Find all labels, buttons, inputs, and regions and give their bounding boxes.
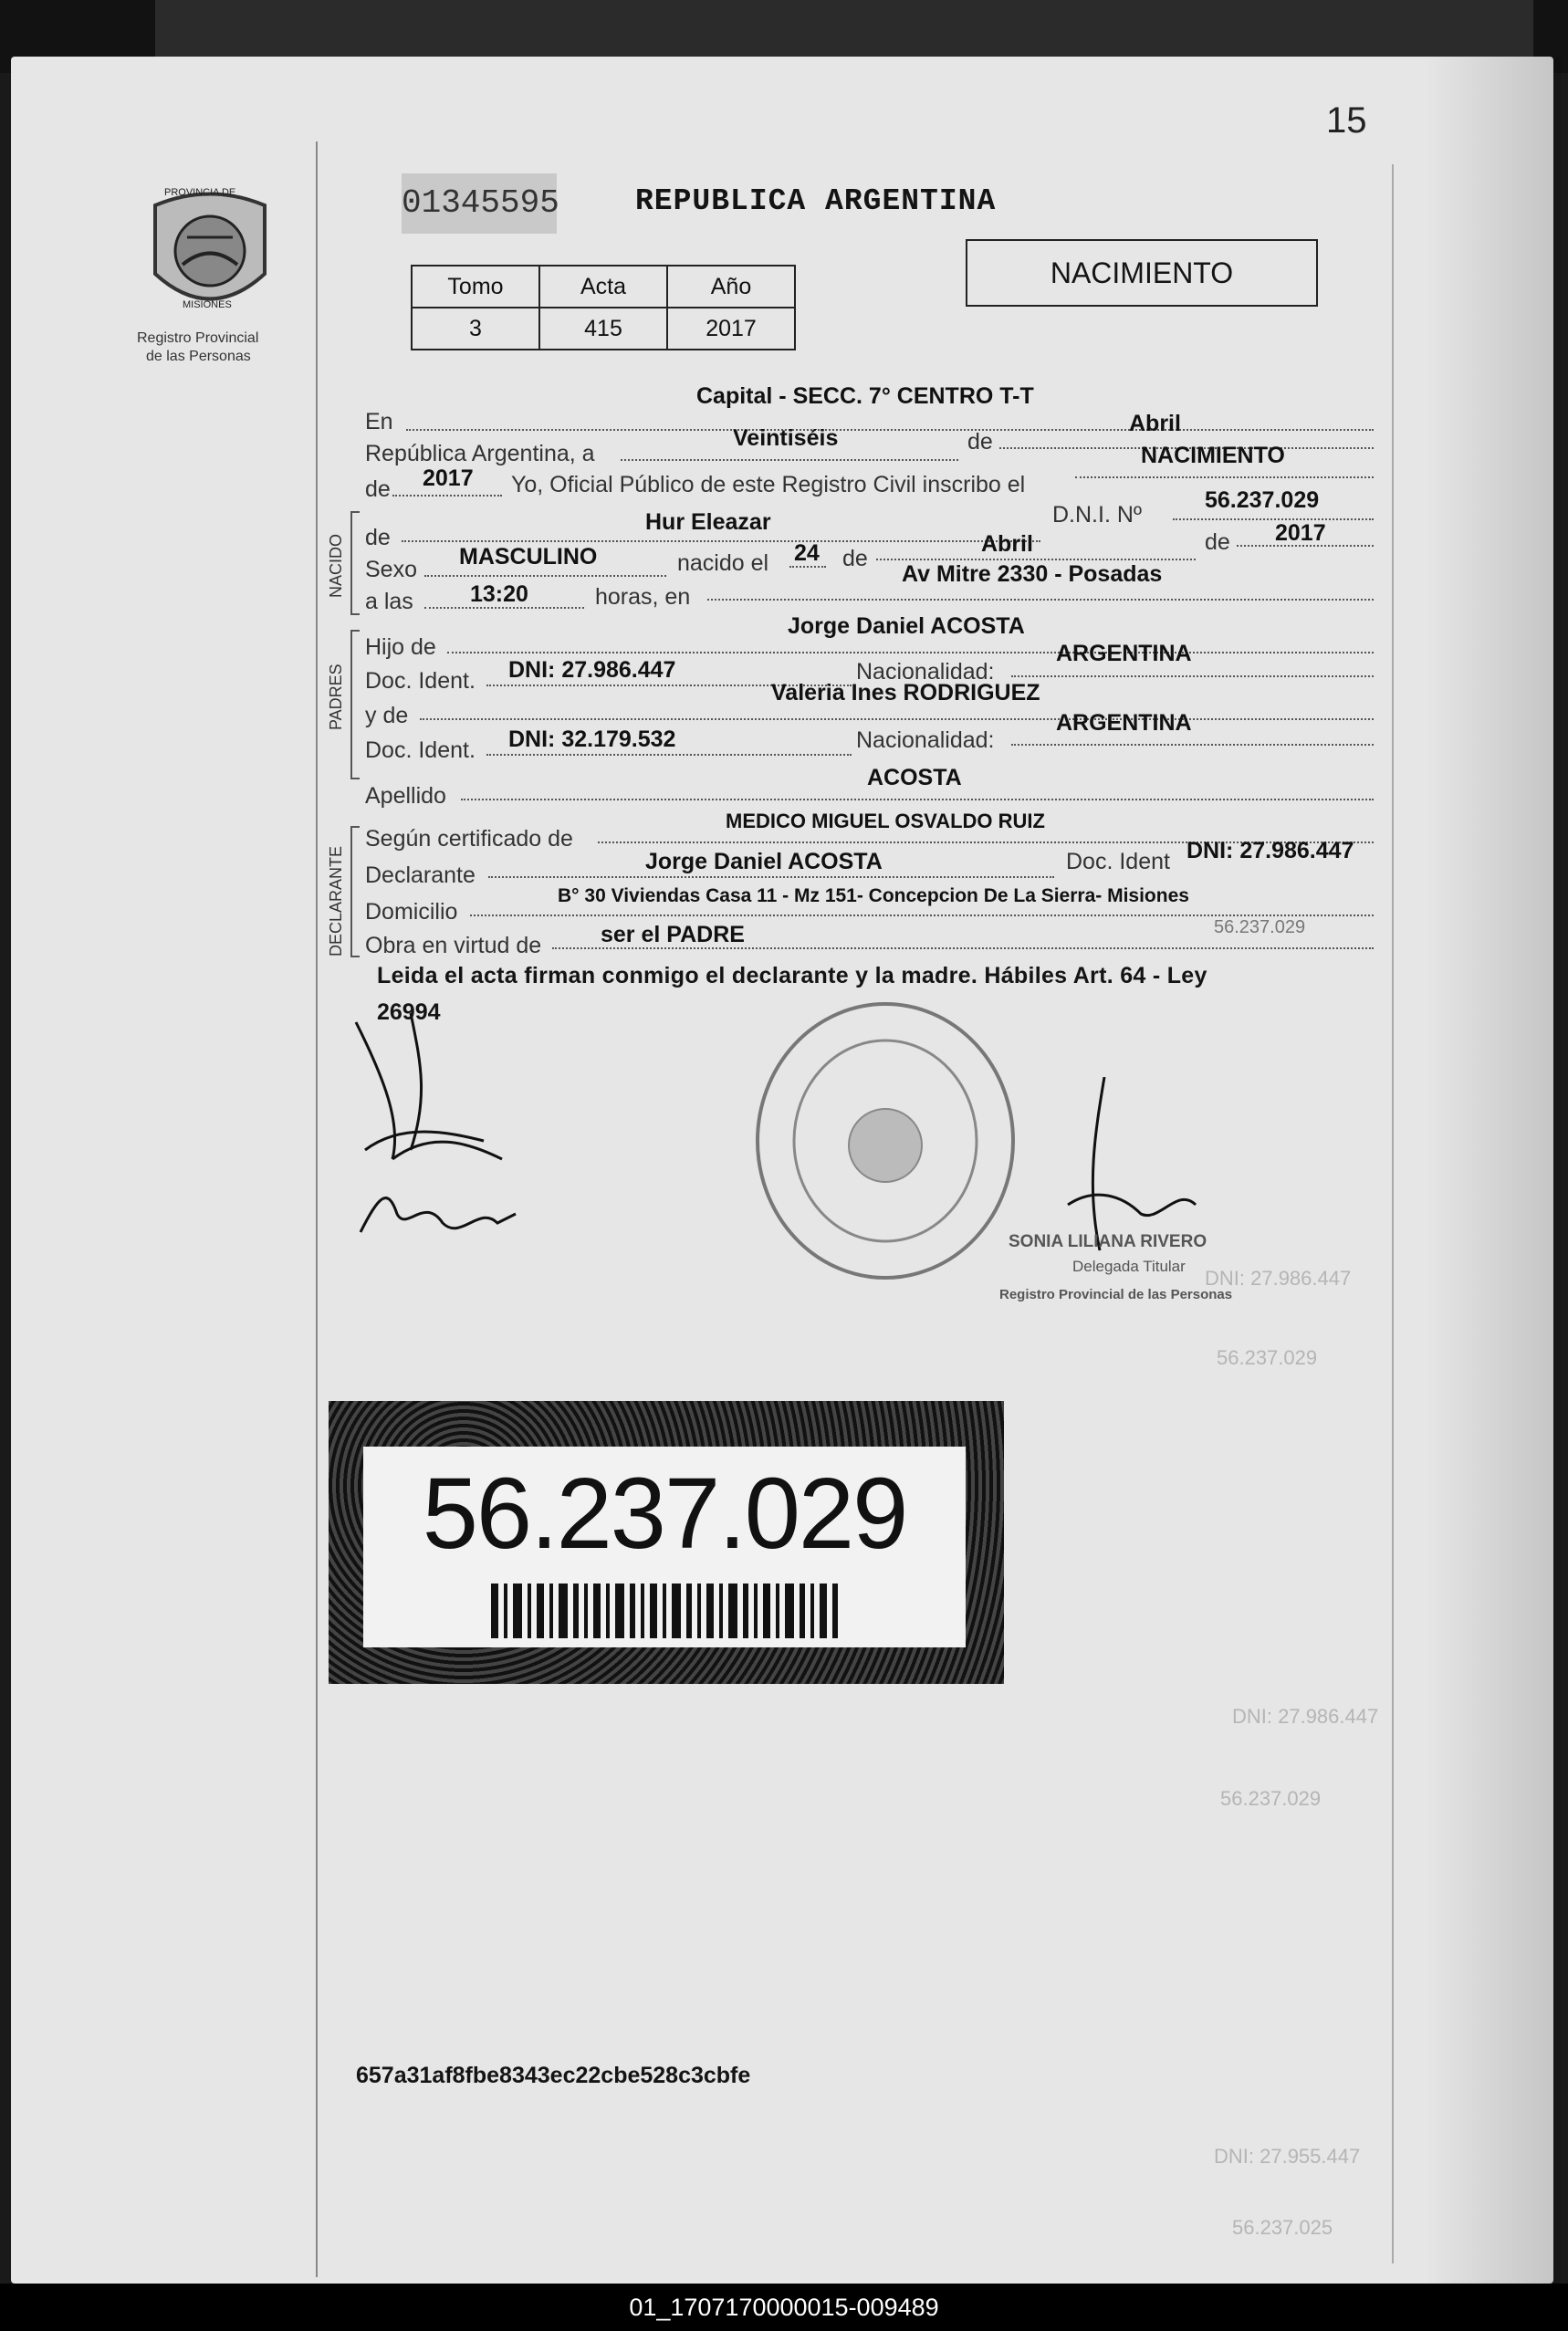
value-father: Jorge Daniel ACOSTA	[788, 613, 1025, 639]
official-name: SONIA LILIANA RIVERO	[1009, 1232, 1207, 1251]
value-birth-place: Av Mitre 2330 - Posadas	[902, 561, 1163, 587]
seal-top-text: PROVINCIA DE	[164, 187, 236, 198]
dotline-address	[470, 915, 1374, 916]
value-surname: ACOSTA	[867, 765, 962, 790]
record-value-acta: 415	[539, 308, 667, 350]
official-title: Delegada Titular	[1072, 1258, 1186, 1275]
value-month: Abril	[1129, 411, 1181, 436]
dotline-birth-place	[707, 599, 1374, 601]
label-sexo: Sexo	[365, 557, 417, 582]
label-doc-ident-father: Doc. Ident.	[365, 668, 476, 694]
dotline-surname	[461, 799, 1374, 800]
label-a-las: a las	[365, 589, 413, 614]
closing-text-line1: Leida el acta firman conmigo el declarante y la madre. Hábiles Art. 64 - Ley	[377, 963, 1207, 988]
value-father-doc: DNI: 27.986.447	[508, 657, 676, 683]
dotline-birth-month	[876, 559, 1196, 560]
side-label-declarante: DECLARANTE	[327, 845, 345, 956]
serial-number: 01345595	[402, 173, 557, 234]
official-registry: Registro Provincial de las Personas	[999, 1287, 1233, 1302]
dotline-act-kind	[1075, 476, 1374, 478]
label-segun: Según certificado de	[365, 826, 573, 852]
value-mother: Valeria Ines RODRIGUEZ	[771, 680, 1040, 706]
dotline-father	[447, 652, 1374, 653]
record-table	[411, 265, 796, 350]
dotline-mother	[420, 718, 1374, 720]
dotline-place	[406, 429, 1374, 431]
registry-name-line2: de las Personas	[146, 349, 251, 364]
value-declarant: Jorge Daniel ACOSTA	[645, 849, 883, 874]
value-address: B° 30 Viviendas Casa 11 - Mz 151- Concepcion De La Sierra- Misiones	[558, 885, 1189, 906]
left-margin-rule	[316, 141, 318, 2277]
registry-name-line1: Registro Provincial	[137, 330, 259, 346]
label-declarante: Declarante	[365, 862, 476, 888]
value-child-name: Hur Eleazar	[645, 509, 771, 535]
value-certificate: MEDICO MIGUEL OSVALDO RUIZ	[726, 810, 1045, 832]
act-type-box: NACIMIENTO	[966, 239, 1318, 307]
value-mother-doc: DNI: 32.179.532	[508, 726, 676, 752]
value-father-nationality: ARGENTINA	[1056, 641, 1192, 666]
ghost-num-1: 56.237.029	[1217, 1346, 1318, 1369]
value-declarant-doc: DNI: 27.986.447	[1186, 838, 1354, 863]
page-number: 15	[1326, 100, 1367, 141]
ghost-dni-2: DNI: 27.986.447	[1232, 1705, 1379, 1728]
dotline-father-nat	[1011, 675, 1374, 677]
record-header-tomo: Tomo	[412, 266, 539, 308]
scan-background-strip	[155, 0, 1533, 64]
label-apellido: Apellido	[365, 783, 446, 809]
label-y-de: y de	[365, 703, 409, 728]
label-nacionalidad-mother: Nacionalidad:	[856, 727, 995, 753]
label-doc-ident-declarant: Doc. Ident	[1066, 849, 1170, 874]
label-hijo-de: Hijo de	[365, 634, 436, 660]
record-header-acta: Acta	[539, 266, 667, 308]
right-margin-rule	[1392, 164, 1394, 2263]
value-birth-year: 2017	[1275, 520, 1326, 546]
dotline-day	[621, 459, 958, 461]
mother-signature-text	[365, 1196, 507, 1228]
label-de-year: de	[365, 476, 391, 502]
label-nacido-el: nacido el	[677, 550, 769, 576]
document-title: REPUBLICA ARGENTINA	[635, 184, 997, 218]
seal-bottom-text: MISIONES	[183, 299, 232, 310]
dotline-sex	[424, 575, 666, 577]
closing-text-line2: 26994	[377, 999, 441, 1025]
value-birth-time: 13:20	[470, 581, 528, 607]
ghost-num-3: 56.237.025	[1232, 2216, 1333, 2239]
label-inscribo: Yo, Oficial Público de este Registro Civil inscribo el	[511, 472, 1026, 497]
declarant-signature-icon	[347, 1004, 529, 1186]
label-nacionalidad-father: Nacionalidad:	[856, 659, 995, 685]
value-act-kind: NACIMIENTO	[1141, 443, 1285, 468]
label-republica: República Argentina, a	[365, 441, 595, 466]
label-en: En	[365, 409, 393, 434]
label-de-month: de	[967, 429, 993, 455]
document-hash: 657a31af8fbe8343ec22cbe528c3cbfe	[356, 2063, 751, 2088]
label-de-month2: de	[842, 546, 868, 571]
sticker-label	[363, 1447, 966, 1647]
bracket-nacido	[350, 511, 360, 615]
value-birth-day: 24	[794, 540, 820, 566]
value-year: 2017	[423, 465, 474, 491]
label-de-name: de	[365, 525, 391, 550]
sheet-edge-shade	[1424, 57, 1561, 2284]
dotline-mother-doc	[486, 754, 852, 756]
record-value-tomo: 3	[412, 308, 539, 350]
value-mother-nationality: ARGENTINA	[1056, 710, 1192, 736]
sticker-number: 56.237.029	[422, 1458, 907, 1570]
ghost-dni-3: DNI: 27.955.447	[1214, 2145, 1361, 2168]
bracket-padres	[350, 630, 360, 779]
value-place: Capital - SECC. 7° CENTRO T-T	[696, 383, 1034, 409]
dotline-year	[392, 495, 502, 497]
dotline-mother-nat	[1011, 744, 1374, 746]
official-stamp-icon	[748, 995, 1022, 1287]
ghost-num-2: 56.237.029	[1220, 1787, 1322, 1810]
label-doc-ident-mother: Doc. Ident.	[365, 737, 476, 763]
label-de-year2: de	[1205, 529, 1230, 555]
record-value-ano: 2017	[667, 308, 795, 350]
dotline-dni	[1173, 518, 1374, 520]
label-obra: Obra en virtud de	[365, 933, 542, 958]
ghost-dni-1: DNI: 27.986.447	[1205, 1267, 1352, 1290]
value-child-dni: 56.237.029	[1205, 487, 1320, 513]
value-capacity-ref: 56.237.029	[1214, 917, 1306, 937]
value-birth-month: Abril	[981, 531, 1033, 557]
dotline-name	[402, 540, 1040, 542]
dotline-declarant	[488, 876, 1054, 878]
label-dni-no: D.N.I. Nº	[1052, 502, 1143, 528]
value-day-words: Veintiséis	[733, 425, 839, 451]
stamp-text	[776, 1022, 785, 1036]
side-label-padres: PADRES	[327, 664, 345, 730]
side-label-nacido: NACIDO	[327, 533, 345, 598]
barcode-icon	[491, 1584, 838, 1638]
label-domicilio: Domicilio	[365, 899, 458, 925]
identity-number-sticker	[329, 1401, 1004, 1684]
label-horas-en: horas, en	[595, 584, 691, 610]
value-sex: MASCULINO	[459, 544, 598, 570]
bracket-declarante	[350, 826, 360, 957]
value-capacity: ser el PADRE	[601, 922, 745, 947]
record-header-ano: Año	[667, 266, 795, 308]
scan-footer-label: 01_1707170000015-009489	[0, 2284, 1568, 2331]
